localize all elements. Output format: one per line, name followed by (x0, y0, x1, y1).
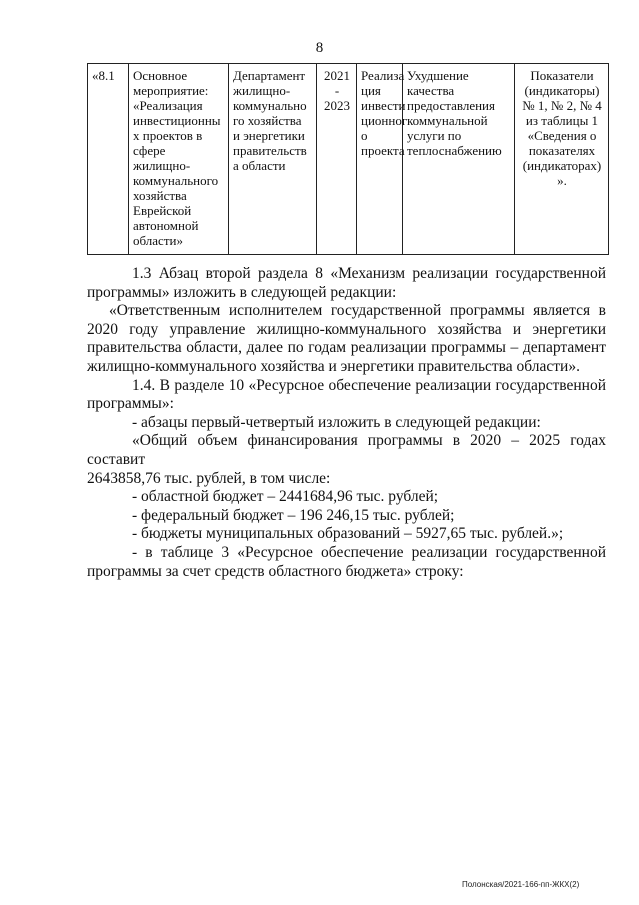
measure-line: «Реализация (133, 98, 203, 113)
measure-line: Еврейской (133, 203, 192, 218)
program-measures-table (87, 63, 609, 255)
department-line: коммунально (233, 98, 307, 113)
paragraph-5-line-1: «Общий объем финансирования программы в 2020 – 2025 годах составит (87, 432, 606, 468)
cell-consequence (403, 64, 515, 255)
consequence-line: коммунальной (407, 113, 488, 128)
paragraph-3-line-1: 1.4. В разделе 10 «Ресурсное обеспечение реализации государственной (132, 376, 606, 394)
paragraph-2-line-4: жилищно-коммунального хозяйства и энергетики правительства области». (87, 357, 580, 375)
indicators-line: № 1, № 2, № 4 (522, 98, 602, 113)
paragraph-1-line-1: 1.3 Абзац второй раздела 8 «Механизм реализации государственной (132, 265, 606, 282)
result-line: ция (361, 83, 381, 98)
department-line: а области (233, 158, 286, 173)
indicators-line: Показатели (530, 68, 594, 83)
result-line: инвести (361, 98, 406, 113)
cell-result (357, 64, 408, 255)
result-line: ционног (361, 113, 408, 128)
measure-line: хозяйства (133, 188, 187, 203)
indicators-line: «Сведения о (527, 128, 597, 143)
measure-line: коммунального (133, 173, 219, 188)
paragraph-7: - федеральный бюджет – 196 246,15 тыс. рублей; (132, 506, 455, 524)
paragraph-1-line-2: программы» изложить в следующей редакции: (87, 283, 397, 301)
indicators-line: (индикаторах) (522, 158, 602, 173)
indicators-line: показателях (528, 143, 596, 158)
department-line: и энергетики (233, 128, 305, 143)
paragraph-3-line-2: программы»: (87, 395, 174, 413)
table-row (88, 64, 609, 255)
measure-line: сфере (133, 143, 166, 158)
paragraph-9-line-2: программы за счет средств областного бюджета» строку: (87, 562, 464, 580)
paragraph-6: - областной бюджет – 2441684,96 тыс. рублей; (132, 488, 439, 506)
cell-department (229, 64, 317, 255)
paragraph-4: - абзацы первый-четвертый изложить в следующей редакции: (132, 413, 541, 431)
paragraph-2-line-3: правительства области, далее по годам реализации программы – департамент (87, 339, 606, 357)
years-line: 2021 (324, 68, 350, 83)
paragraph-2-line-1: «Ответственным исполнителем государственной программы является в (109, 302, 606, 320)
result-line: Реализа (361, 68, 405, 83)
measure-line: мероприятие: (133, 83, 209, 98)
cell-measure (129, 64, 229, 255)
consequence-line: предоставления (407, 98, 495, 113)
indicators-line: ». (557, 173, 567, 188)
page-number: 8 (315, 40, 324, 56)
measure-line: инвестиционны (133, 113, 221, 128)
years-line: 2023 (324, 98, 350, 113)
department-line: го хозяйства (233, 113, 302, 128)
paragraph-8: - бюджеты муниципальных образований – 5927,65 тыс. рублей.»; (132, 525, 564, 543)
consequence-line: теплоснабжению (407, 143, 502, 158)
measure-line: области» (133, 233, 183, 248)
measure-line: х проектов в (133, 128, 203, 143)
years-line: - (334, 83, 340, 98)
consequence-line: Ухудшение (407, 68, 469, 83)
cell-indicators (515, 64, 609, 255)
paragraph-5-line-2: 2643858,76 тыс. рублей, в том числе: (87, 469, 331, 487)
indicators-line: из таблицы 1 (525, 113, 599, 128)
measure-line: жилищно- (133, 158, 191, 173)
paragraph-2-line-2: 2020 году управление жилищно-коммунального хозяйства и энергетики (87, 320, 606, 338)
footer-reference: Полонская/2021-166-пп-ЖКХ(2) (462, 880, 580, 889)
result-line: о (361, 128, 368, 143)
consequence-line: услуги по (407, 128, 462, 143)
result-line: проекта (361, 143, 405, 158)
department-line: жилищно- (233, 83, 291, 98)
cell-number (88, 64, 129, 255)
document-body (87, 265, 606, 581)
measure-line: автономной (133, 218, 199, 233)
cell-years (317, 64, 357, 255)
indicators-line: (индикаторы) (524, 83, 600, 98)
consequence-line: качества (407, 83, 455, 98)
department-line: правительств (233, 143, 307, 158)
cell-number-text: «8.1 (92, 68, 115, 83)
measure-line: Основное (133, 68, 188, 83)
department-line: Департамент (233, 68, 306, 83)
paragraph-9-line-1: - в таблице 3 «Ресурсное обеспечение реализации государственной (132, 543, 606, 561)
